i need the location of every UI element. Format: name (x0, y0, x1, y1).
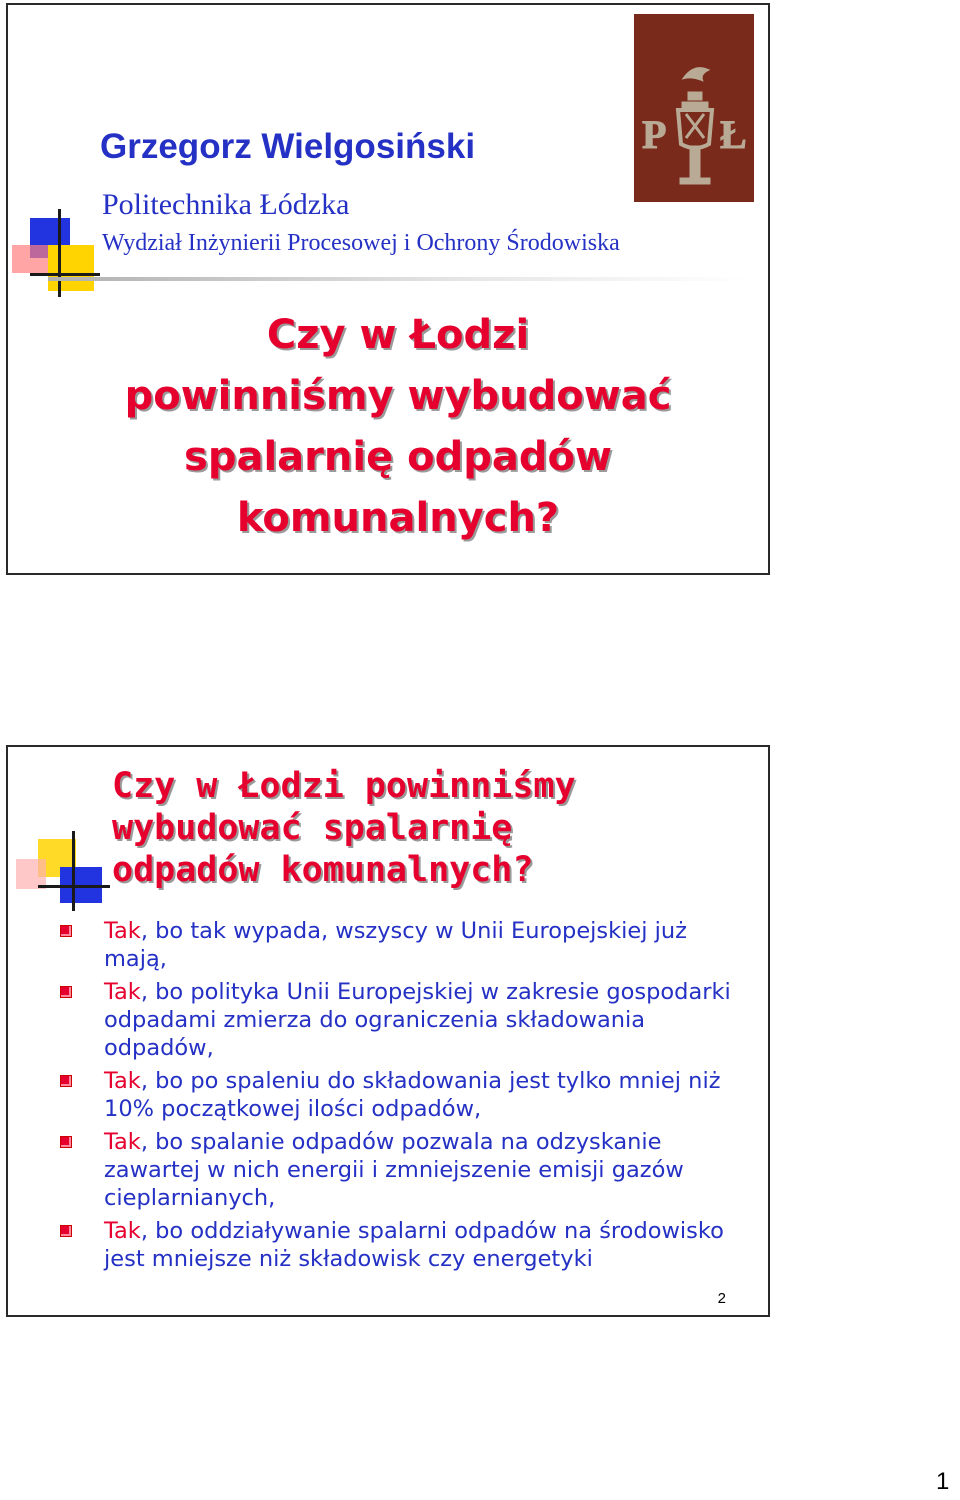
bullet-icon (60, 1225, 72, 1237)
slide-2 (6, 745, 770, 1317)
slide-1-title: Czy w Łodzi powinniśmy wybudować spalarnię odpadów komunalnych? (124, 312, 672, 541)
sheet-page-number: 1 (936, 1468, 950, 1495)
bullet-icon (60, 1075, 72, 1087)
author-name: Grzegorz Wielgosiński (100, 127, 476, 166)
list-item: Tak, bo polityka Unii Europejskiej w zakresie gospodarki odpadami zmierza do ograniczenia składowania odpadów, (56, 978, 756, 1062)
bullet-icon (60, 986, 72, 998)
university-name: Politechnika Łódzka (102, 188, 350, 221)
faculty-name: Wydział Inżynierii Procesowej i Ochrony Środowiska (102, 230, 620, 256)
slide-1 (6, 3, 770, 575)
slide-2-title: Czy w Łodzi powinniśmy wybudować spalarnię odpadów komunalnych? (112, 766, 576, 890)
svg-text:Ł: Ł (720, 112, 747, 157)
list-item: Tak, bo oddziaływanie spalarni odpadów na środowisko jest mniejsze niż składowisk czy energetyki (56, 1217, 756, 1273)
list-item: Tak, bo po spaleniu do składowania jest tylko mniej niż 10% początkowej ilości odpadów, (56, 1067, 756, 1123)
bullet-list (56, 917, 756, 1278)
divider (48, 277, 748, 281)
bullet-icon (60, 925, 72, 937)
list-item: Tak, bo tak wypada, wszyscy w Unii Europejskiej już mają, (56, 917, 756, 973)
list-item: Tak, bo spalanie odpadów pozwala na odzyskanie zawartej w nich energii i zmniejszenie emisji gazów cieplarnianych, (56, 1128, 756, 1212)
university-logo (634, 14, 754, 202)
svg-text:P: P (642, 112, 667, 157)
slide-page-number: 2 (717, 1290, 726, 1307)
bullet-icon (60, 1136, 72, 1148)
